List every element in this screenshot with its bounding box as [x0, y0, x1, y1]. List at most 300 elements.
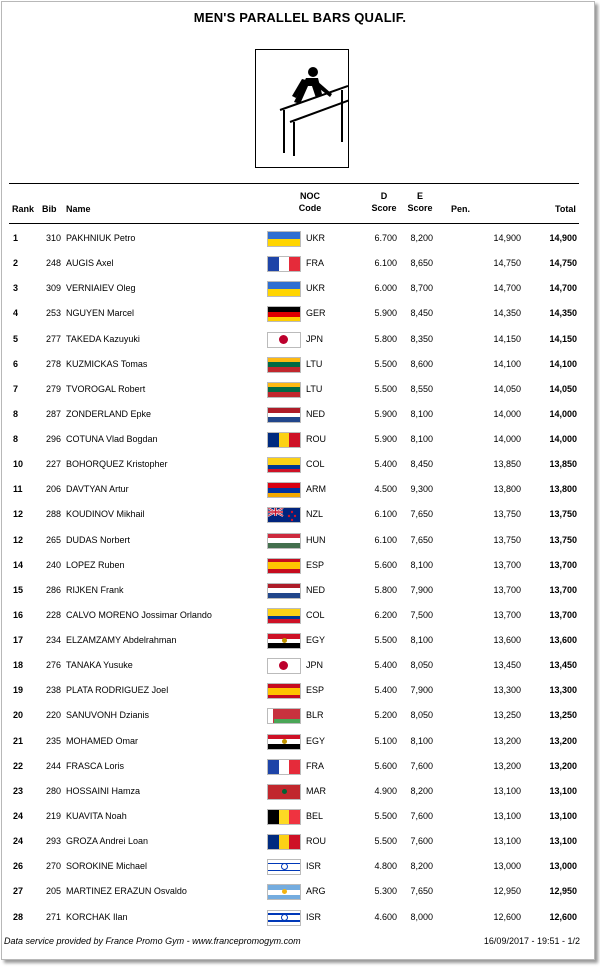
rank-cell: 24 [13, 836, 24, 847]
athlete-name-cell: MARTINEZ ERAZUN Osvaldo [66, 886, 187, 897]
subtotal-cell: 14,000 [493, 408, 521, 419]
athlete-name-cell: DAVTYAN Artur [66, 484, 129, 495]
bib-cell: 253 [45, 308, 61, 319]
e-score-cell: 7,900 [410, 584, 433, 595]
table-row [9, 226, 579, 251]
d-score-cell: 5.600 [374, 559, 397, 570]
table-row [9, 578, 579, 603]
col-header-noc-line1: NOC [300, 191, 320, 201]
e-score-cell: 7,900 [410, 685, 433, 696]
athlete-name-cell: BOHORQUEZ Kristopher [66, 459, 168, 470]
bib-cell: 309 [45, 283, 61, 294]
subtotal-cell: 13,800 [493, 484, 521, 495]
table-row [9, 703, 579, 728]
bib-cell: 220 [45, 710, 61, 721]
athlete-name-cell: PLATA RODRIGUEZ Joel [66, 685, 169, 696]
d-score-cell: 5.800 [374, 584, 397, 595]
flag-icon-col [267, 608, 301, 624]
flag-icon-fra [267, 759, 301, 775]
total-cell: 14,900 [549, 233, 577, 243]
athlete-name-cell: TVOROGAL Robert [66, 383, 146, 394]
total-cell: 13,100 [549, 836, 577, 847]
d-score-cell: 6.200 [374, 609, 397, 620]
bib-cell: 278 [45, 358, 61, 369]
d-score-cell: 5.400 [374, 685, 397, 696]
d-score-cell: 5.900 [374, 308, 397, 319]
col-header-noc-line2: Code [298, 203, 322, 213]
d-score-cell: 6.100 [374, 534, 397, 545]
bib-cell: 271 [45, 911, 61, 922]
subtotal-cell: 13,850 [493, 459, 521, 470]
table-row [9, 553, 579, 578]
flag-icon-jpn [267, 658, 301, 674]
e-score-cell: 8,050 [410, 710, 433, 721]
bib-cell: 227 [45, 459, 61, 470]
noc-code-cell: ROU [306, 836, 326, 847]
total-cell: 14,000 [549, 434, 577, 445]
e-score-cell: 8,100 [410, 635, 433, 646]
e-score-cell: 8,100 [410, 559, 433, 570]
athlete-name-cell: CALVO MORENO Jossimar Orlando [66, 609, 212, 620]
subtotal-cell: 13,200 [493, 760, 521, 771]
noc-code-cell: ARG [306, 886, 326, 897]
subtotal-cell: 12,950 [493, 886, 521, 897]
athlete-name-cell: RIJKEN Frank [66, 584, 124, 595]
noc-code-cell: LTU [306, 358, 323, 369]
bib-cell: 286 [45, 584, 61, 595]
athlete-name-cell: NGUYEN Marcel [66, 308, 135, 319]
noc-code-cell: GER [306, 308, 326, 319]
rank-cell: 14 [13, 559, 24, 570]
noc-code-cell: ESP [306, 685, 325, 696]
d-score-cell: 5.600 [374, 760, 397, 771]
subtotal-cell: 13,600 [493, 635, 521, 646]
table-row [9, 377, 579, 402]
rank-cell: 11 [13, 484, 23, 495]
table-row [9, 905, 579, 930]
noc-code-cell: NZL [306, 509, 324, 520]
total-cell: 13,700 [549, 609, 577, 620]
parallel-bars-pictogram [255, 49, 349, 168]
subtotal-cell: 13,450 [493, 660, 521, 671]
flag-icon-rou [267, 834, 301, 850]
d-score-cell: 4.800 [374, 861, 397, 872]
subtotal-cell: 12,600 [493, 911, 521, 922]
e-score-cell: 7,650 [410, 509, 433, 520]
e-score-cell: 8,100 [410, 408, 433, 419]
athlete-name-cell: PAKHNIUK Petro [66, 233, 136, 243]
total-cell: 13,200 [549, 735, 577, 746]
athlete-name-cell: HOSSAINI Hamza [66, 785, 141, 796]
total-cell: 13,700 [549, 559, 577, 570]
total-cell: 14,700 [549, 283, 577, 294]
noc-code-cell: ROU [306, 434, 326, 445]
footer-timestamp: 16/09/2017 - 19:51 - 1/2 [483, 936, 580, 946]
bib-cell: 206 [45, 484, 61, 495]
flag-icon-egy [267, 633, 301, 649]
rank-cell: 17 [13, 635, 24, 646]
noc-code-cell: UKR [306, 233, 326, 243]
rank-cell: 24 [13, 810, 24, 821]
total-cell: 14,100 [549, 358, 577, 369]
table-row [9, 779, 579, 804]
athlete-name-cell: KUAVITA Noah [66, 810, 127, 821]
rank-cell: 19 [13, 685, 24, 696]
rank-cell: 27 [13, 886, 24, 897]
flag-icon-isr [267, 910, 301, 926]
bib-cell: 280 [45, 785, 61, 796]
subtotal-cell: 13,200 [493, 735, 521, 746]
flag-icon-ltu [267, 357, 301, 373]
athlete-name-cell: MOHAMED Omar [66, 735, 138, 746]
athlete-name-cell: KORCHAK Ilan [66, 911, 128, 922]
rank-cell: 26 [13, 861, 24, 872]
rank-cell: 22 [13, 760, 24, 771]
e-score-cell: 7,600 [410, 760, 433, 771]
table-row [9, 502, 579, 527]
total-cell: 14,000 [549, 408, 577, 419]
bib-cell: 248 [45, 258, 61, 269]
footer-data-service: Data service provided by France Promo Gym - www.francepromogym.com [4, 936, 301, 946]
bib-cell: 277 [45, 333, 61, 344]
e-score-cell: 9,300 [410, 484, 433, 495]
noc-code-cell: BLR [306, 710, 324, 721]
bib-cell: 288 [45, 509, 61, 520]
athlete-name-cell: DUDAS Norbert [66, 534, 131, 545]
athlete-name-cell: SANUVONH Dzianis [66, 710, 150, 721]
table-row [9, 477, 579, 502]
total-cell: 12,600 [549, 911, 577, 922]
d-score-cell: 5.300 [374, 886, 397, 897]
table-row [9, 352, 579, 377]
flag-icon-ger [267, 306, 301, 322]
subtotal-cell: 14,150 [493, 333, 521, 344]
d-score-cell: 5.100 [374, 735, 397, 746]
subtotal-cell: 13,300 [493, 685, 521, 696]
noc-code-cell: UKR [306, 283, 326, 294]
athlete-name-cell: AUGIS Axel [66, 258, 114, 269]
e-score-cell: 7,650 [410, 534, 433, 545]
e-score-cell: 7,600 [410, 810, 433, 821]
noc-code-cell: COL [306, 609, 325, 620]
total-cell: 13,750 [549, 509, 577, 520]
subtotal-cell: 13,750 [493, 509, 521, 520]
e-score-cell: 8,100 [410, 735, 433, 746]
bib-cell: 276 [45, 660, 61, 671]
e-score-cell: 7,650 [410, 886, 433, 897]
table-row [9, 427, 579, 452]
col-header-rank: Rank [12, 204, 35, 214]
d-score-cell: 4.900 [374, 785, 397, 796]
d-score-cell: 6.100 [374, 258, 397, 269]
e-score-cell: 8,450 [410, 308, 433, 319]
athlete-name-cell: VERNIAIEV Oleg [66, 283, 136, 294]
bib-cell: 238 [45, 685, 61, 696]
bib-cell: 205 [45, 886, 61, 897]
rank-cell: 2 [13, 258, 19, 269]
bib-cell: 296 [45, 434, 61, 445]
e-score-cell: 8,700 [410, 283, 433, 294]
d-score-cell: 6.100 [374, 509, 397, 520]
bib-cell: 235 [45, 735, 61, 746]
total-cell: 13,200 [549, 760, 577, 771]
flag-icon-arg [267, 884, 301, 900]
bib-cell: 293 [45, 836, 61, 847]
subtotal-cell: 14,000 [493, 434, 521, 445]
noc-code-cell: ESP [306, 559, 325, 570]
gymnast-icon [256, 50, 348, 167]
table-row [9, 854, 579, 879]
table-row [9, 528, 579, 553]
athlete-name-cell: KOUDINOV Mikhail [66, 509, 145, 520]
total-cell: 13,100 [549, 810, 577, 821]
noc-code-cell: JPN [306, 660, 324, 671]
e-score-cell: 8,550 [410, 383, 433, 394]
e-score-cell: 8,350 [410, 333, 433, 344]
rank-cell: 4 [13, 308, 19, 319]
athlete-name-cell: LOPEZ Ruben [66, 559, 125, 570]
noc-code-cell: COL [306, 459, 325, 470]
noc-code-cell: HUN [306, 534, 326, 545]
rank-cell: 23 [13, 785, 24, 796]
subtotal-cell: 14,050 [493, 383, 521, 394]
table-header-rule [9, 223, 579, 224]
athlete-name-cell: TAKEDA Kazuyuki [66, 333, 140, 344]
col-header-e-line2: Score [407, 203, 433, 213]
total-cell: 13,700 [549, 584, 577, 595]
rank-cell: 6 [13, 358, 19, 369]
total-cell: 13,450 [549, 660, 577, 671]
col-header-d-line1: D [380, 191, 388, 201]
flag-icon-col [267, 457, 301, 473]
d-score-cell: 4.500 [374, 484, 397, 495]
noc-code-cell: BEL [306, 810, 324, 821]
rank-cell: 21 [13, 735, 24, 746]
athlete-name-cell: GROZA Andrei Loan [66, 836, 149, 847]
total-cell: 13,100 [549, 785, 577, 796]
athlete-name-cell: SOROKINE Michael [66, 861, 148, 872]
col-header-pen: Pen. [451, 204, 471, 214]
subtotal-cell: 14,900 [493, 233, 521, 243]
flag-icon-arm [267, 482, 301, 498]
e-score-cell: 8,200 [410, 233, 433, 243]
bib-cell: 287 [45, 408, 61, 419]
total-cell: 14,050 [549, 383, 577, 394]
table-row [9, 276, 579, 301]
rank-cell: 8 [13, 434, 19, 445]
flag-icon-nzl [267, 507, 301, 523]
e-score-cell: 8,100 [410, 434, 433, 445]
noc-code-cell: ISR [306, 861, 322, 872]
e-score-cell: 8,200 [410, 785, 433, 796]
total-cell: 13,600 [549, 635, 577, 646]
subtotal-cell: 13,700 [493, 609, 521, 620]
subtotal-cell: 14,700 [493, 283, 521, 294]
flag-icon-esp [267, 683, 301, 699]
total-cell: 12,950 [549, 886, 577, 897]
d-score-cell: 5.400 [374, 660, 397, 671]
athlete-name-cell: FRASCA Loris [66, 760, 125, 771]
table-top-rule [9, 183, 579, 184]
col-header-d-line2: Score [371, 203, 397, 213]
col-header-noc [293, 190, 327, 214]
table-row [9, 452, 579, 477]
flag-icon-hun [267, 533, 301, 549]
table-row [9, 251, 579, 276]
d-score-cell: 5.900 [374, 434, 397, 445]
d-score-cell: 5.500 [374, 810, 397, 821]
d-score-cell: 5.500 [374, 383, 397, 394]
flag-icon-fra [267, 256, 301, 272]
subtotal-cell: 13,100 [493, 785, 521, 796]
e-score-cell: 8,600 [410, 358, 433, 369]
flag-icon-blr [267, 708, 301, 724]
rank-cell: 12 [13, 534, 24, 545]
subtotal-cell: 13,000 [493, 861, 521, 872]
noc-code-cell: ISR [306, 911, 322, 922]
d-score-cell: 6.700 [374, 233, 397, 243]
d-score-cell: 5.900 [374, 408, 397, 419]
rank-cell: 18 [13, 660, 24, 671]
flag-icon-ned [267, 407, 301, 423]
e-score-cell: 8,050 [410, 660, 433, 671]
athlete-name-cell: ELZAMZAMY Abdelrahman [66, 635, 177, 646]
athlete-name-cell: COTUNA Vlad Bogdan [66, 434, 158, 445]
flag-icon-jpn [267, 332, 301, 348]
flag-icon-bel [267, 809, 301, 825]
d-score-cell: 5.800 [374, 333, 397, 344]
total-cell: 13,750 [549, 534, 577, 545]
subtotal-cell: 13,700 [493, 559, 521, 570]
bib-cell: 219 [45, 810, 61, 821]
d-score-cell: 5.500 [374, 358, 397, 369]
flag-icon-mar [267, 784, 301, 800]
d-score-cell: 4.600 [374, 911, 397, 922]
rank-cell: 16 [13, 609, 24, 620]
rank-cell: 1 [13, 233, 19, 243]
table-row [9, 653, 579, 678]
e-score-cell: 8,200 [410, 861, 433, 872]
rank-cell: 28 [13, 911, 24, 922]
table-row [9, 879, 579, 904]
flag-icon-rou [267, 432, 301, 448]
col-header-name: Name [66, 204, 91, 214]
d-score-cell: 5.400 [374, 459, 397, 470]
e-score-cell: 7,600 [410, 836, 433, 847]
flag-icon-egy [267, 734, 301, 750]
rank-cell: 5 [13, 333, 19, 344]
subtotal-cell: 14,100 [493, 358, 521, 369]
e-score-cell: 8,000 [410, 911, 433, 922]
total-cell: 13,300 [549, 685, 577, 696]
rank-cell: 7 [13, 383, 19, 394]
noc-code-cell: MAR [306, 785, 326, 796]
subtotal-cell: 14,350 [493, 308, 521, 319]
noc-code-cell: NED [306, 584, 326, 595]
bib-cell: 228 [45, 609, 61, 620]
table-row [9, 754, 579, 779]
d-score-cell: 5.500 [374, 836, 397, 847]
bib-cell: 265 [45, 534, 61, 545]
bib-cell: 310 [45, 233, 61, 243]
table-row [9, 301, 579, 326]
bib-cell: 279 [45, 383, 61, 394]
athlete-name-cell: KUZMICKAS Tomas [66, 358, 148, 369]
table-row [9, 327, 579, 352]
bib-cell: 244 [45, 760, 61, 771]
col-header-total: Total [555, 204, 576, 214]
noc-code-cell: JPN [306, 333, 324, 344]
noc-code-cell: FRA [306, 760, 324, 771]
subtotal-cell: 14,750 [493, 258, 521, 269]
page-title: MEN'S PARALLEL BARS QUALIF. [193, 10, 407, 25]
flag-icon-ned [267, 583, 301, 599]
bib-cell: 270 [45, 861, 61, 872]
total-cell: 13,000 [549, 861, 577, 872]
flag-icon-ukr [267, 281, 301, 297]
table-row [9, 829, 579, 854]
flag-icon-ukr [267, 231, 301, 247]
total-cell: 13,850 [549, 459, 577, 470]
rank-cell: 20 [13, 710, 24, 721]
bib-cell: 234 [45, 635, 61, 646]
bib-cell: 240 [45, 559, 61, 570]
total-cell: 13,800 [549, 484, 577, 495]
col-header-bib: Bib [42, 204, 57, 214]
col-header-e-line1: E [416, 191, 423, 201]
e-score-cell: 8,650 [410, 258, 433, 269]
table-row [9, 628, 579, 653]
rank-cell: 3 [13, 283, 19, 294]
rank-cell: 8 [13, 408, 19, 419]
subtotal-cell: 13,250 [493, 710, 521, 721]
flag-icon-ltu [267, 382, 301, 398]
d-score-cell: 6.000 [374, 283, 397, 294]
col-header-d-score [366, 190, 402, 214]
subtotal-cell: 13,100 [493, 810, 521, 821]
noc-code-cell: NED [306, 408, 326, 419]
noc-code-cell: FRA [306, 258, 324, 269]
athlete-name-cell: TANAKA Yusuke [66, 660, 133, 671]
table-row [9, 678, 579, 703]
noc-code-cell: ARM [306, 484, 326, 495]
noc-code-cell: EGY [306, 635, 326, 646]
total-cell: 14,750 [549, 258, 577, 269]
flag-icon-isr [267, 859, 301, 875]
subtotal-cell: 13,750 [493, 534, 521, 545]
noc-code-cell: EGY [306, 735, 326, 746]
total-cell: 14,350 [549, 308, 577, 319]
table-row [9, 804, 579, 829]
col-header-e-score [402, 190, 438, 214]
e-score-cell: 8,450 [410, 459, 433, 470]
total-cell: 14,150 [549, 333, 577, 344]
noc-code-cell: LTU [306, 383, 323, 394]
rank-cell: 10 [13, 459, 24, 470]
e-score-cell: 7,500 [410, 609, 433, 620]
flag-icon-esp [267, 558, 301, 574]
d-score-cell: 5.200 [374, 710, 397, 721]
table-row [9, 402, 579, 427]
table-row [9, 729, 579, 754]
total-cell: 13,250 [549, 710, 577, 721]
athlete-name-cell: ZONDERLAND Epke [66, 408, 152, 419]
rank-cell: 12 [13, 509, 24, 520]
table-row [9, 603, 579, 628]
d-score-cell: 5.500 [374, 635, 397, 646]
subtotal-cell: 13,100 [493, 836, 521, 847]
rank-cell: 15 [13, 584, 24, 595]
